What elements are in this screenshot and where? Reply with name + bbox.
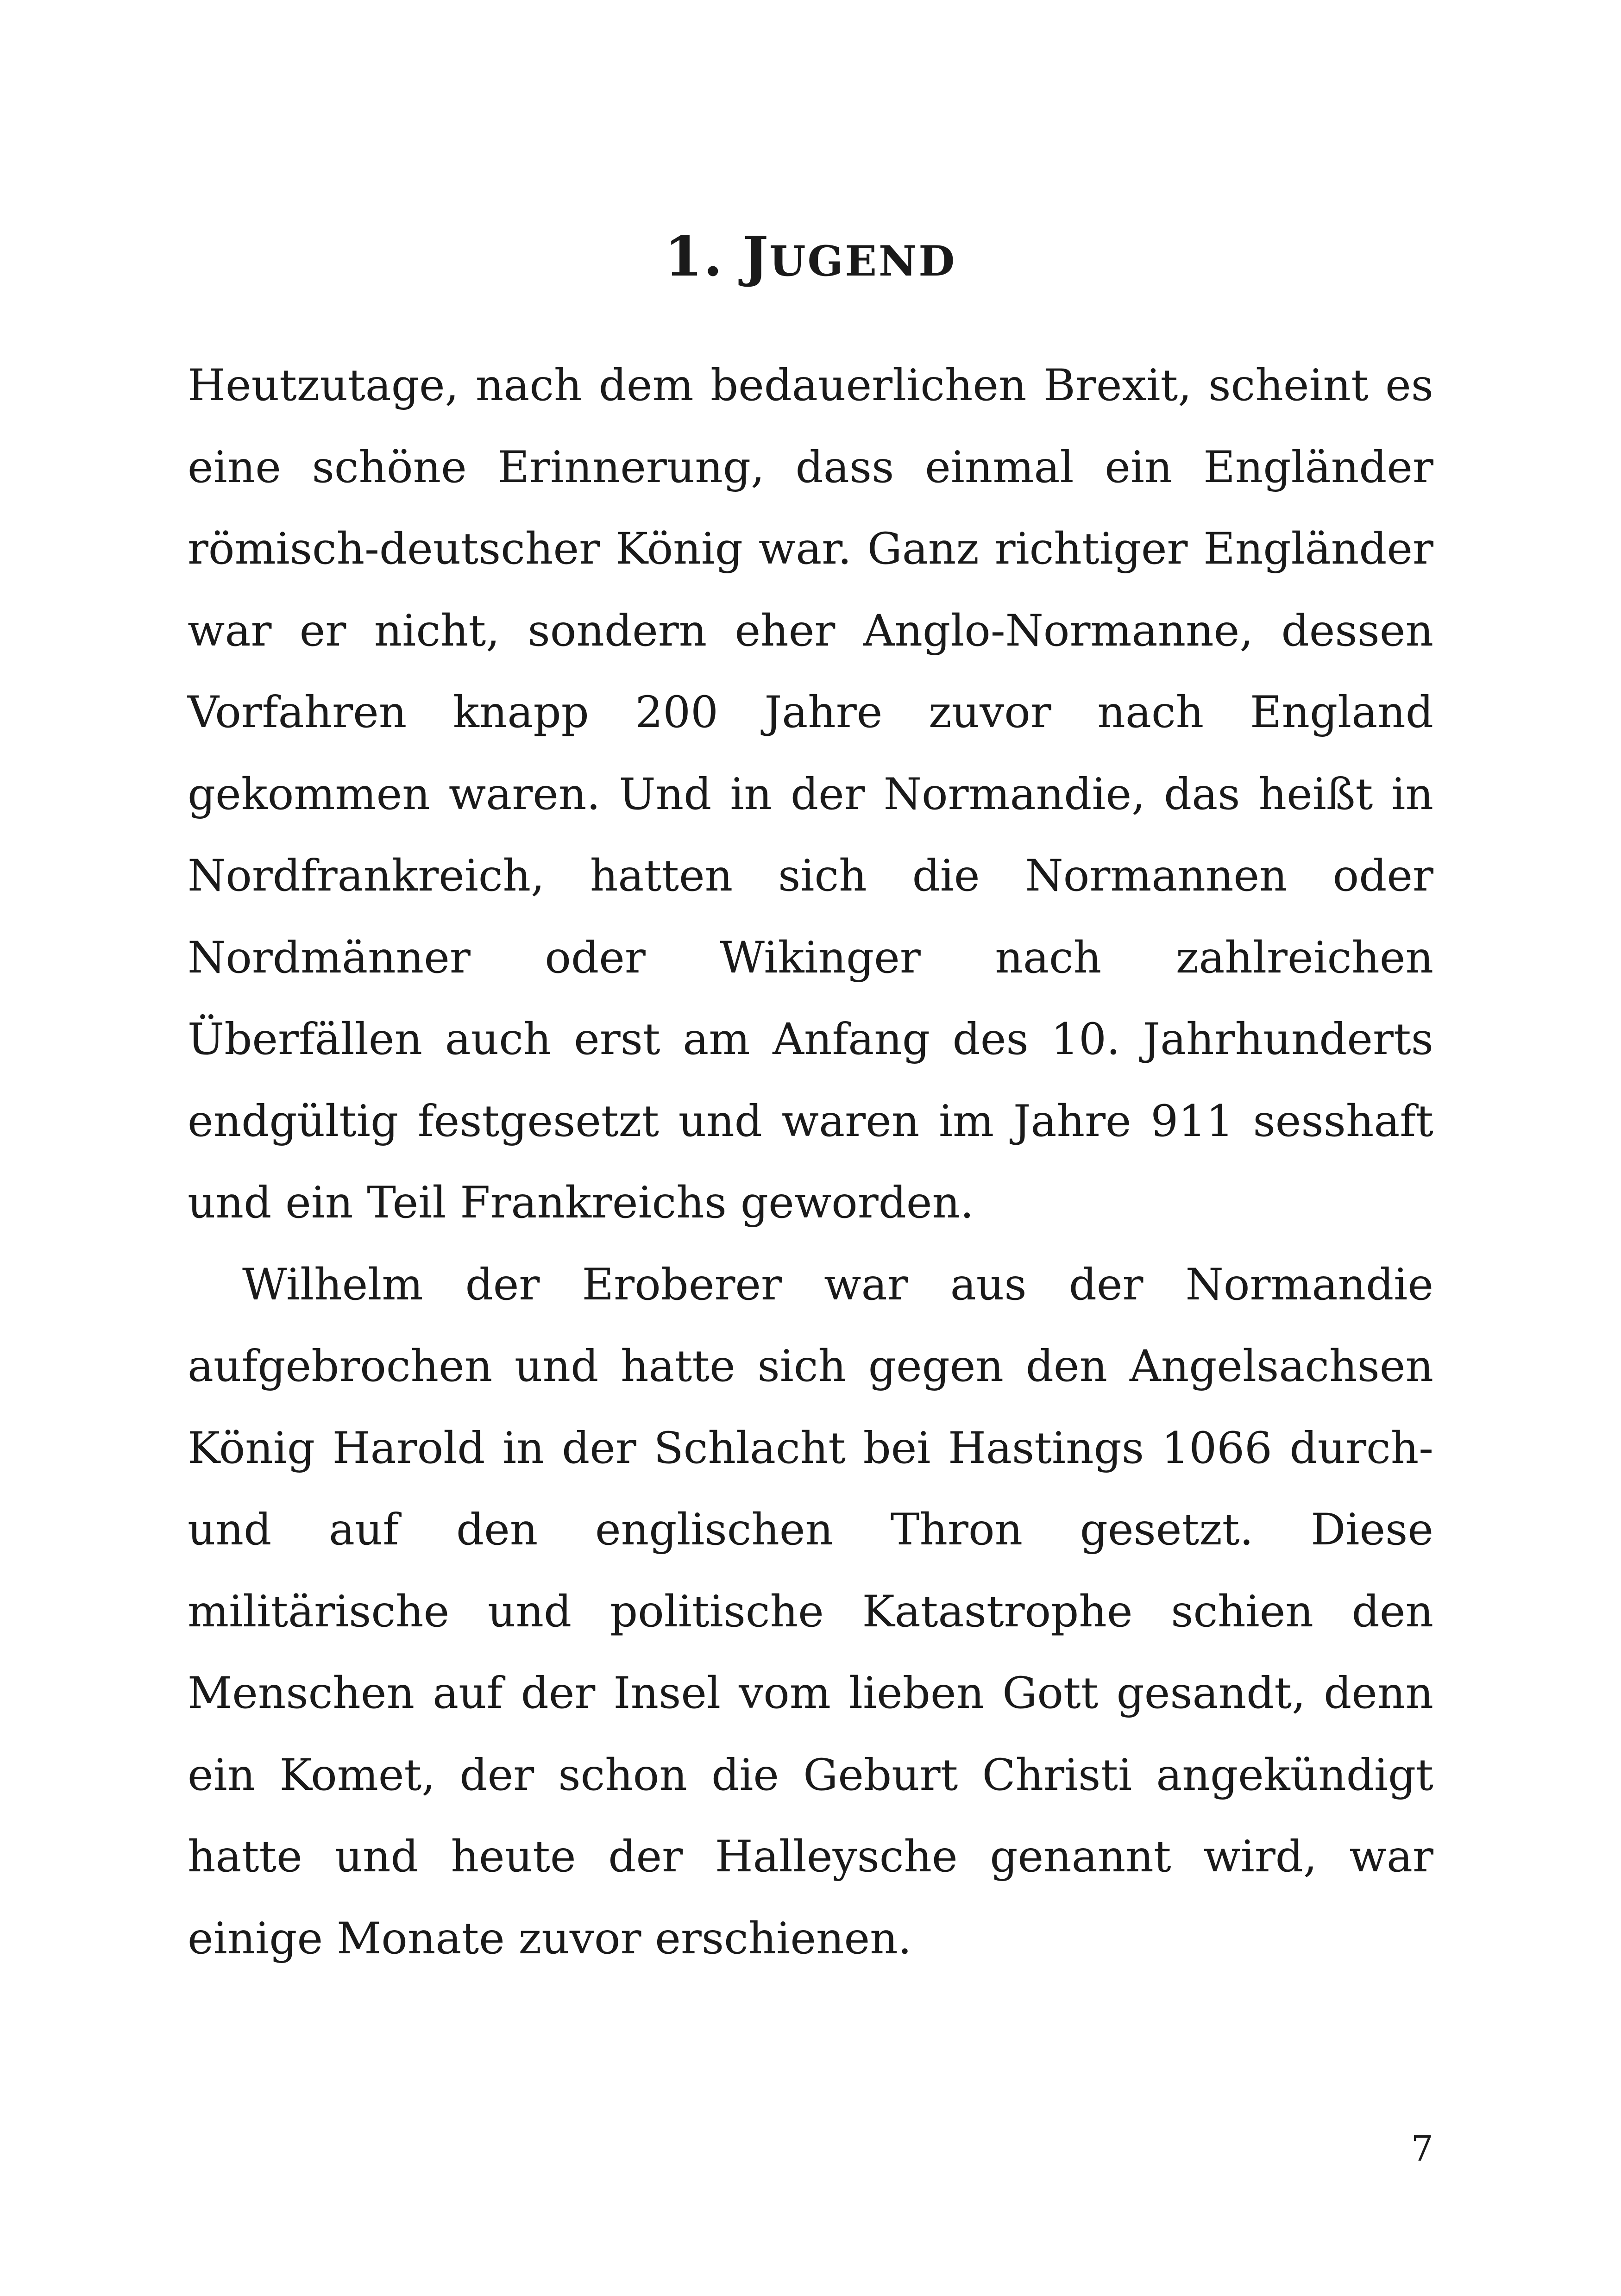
paragraph-1: Heutzutage, nach dem bedauerlichen Brexit, scheint es eine schöne Erinnerung, dass einmal ein Engländer römisch-deutscher König war. Ganz richtiger Engländer war er nicht, sondern eher Anglo-Normanne, dessen Vorfahren knapp 200 Jahre zuvor nach England gekommen waren. Und in der Normandie, das heißt in Nordfrankreich, hatten sich die Normannen oder Nordmänner oder Wikinger nach zahlreichen Überfällen auch erst am Anfang des 10. Jahrhunderts endgültig festgesetzt und waren im Jahre 911 sesshaft und ein Teil Frankreichs geworden. — [188, 360, 1433, 1228]
body-text — [188, 345, 1433, 1980]
chapter-number: 1. — [664, 224, 723, 289]
chapter-title — [0, 220, 1621, 298]
page-number: 7 — [1411, 2128, 1433, 2169]
chapter-title-smallcaps: UGEND — [769, 237, 957, 286]
paragraph-2: Wilhelm der Eroberer war aus der Normandie aufgebrochen und hatte sich gegen den Angelsachsen König Harold in der Schlacht bei Hastings 1066 durch- und auf den englischen Thron gesetzt. Diese militärische und politische Katastrophe schien den Menschen auf der Insel vom lieben Gott gesandt, denn ein Komet, der schon die Geburt Christi angekündigt hatte und heute der Halleysche genannt wird, war einige Monate zuvor erschienen. — [188, 1259, 1433, 1964]
chapter-title-initial: J — [742, 224, 770, 289]
